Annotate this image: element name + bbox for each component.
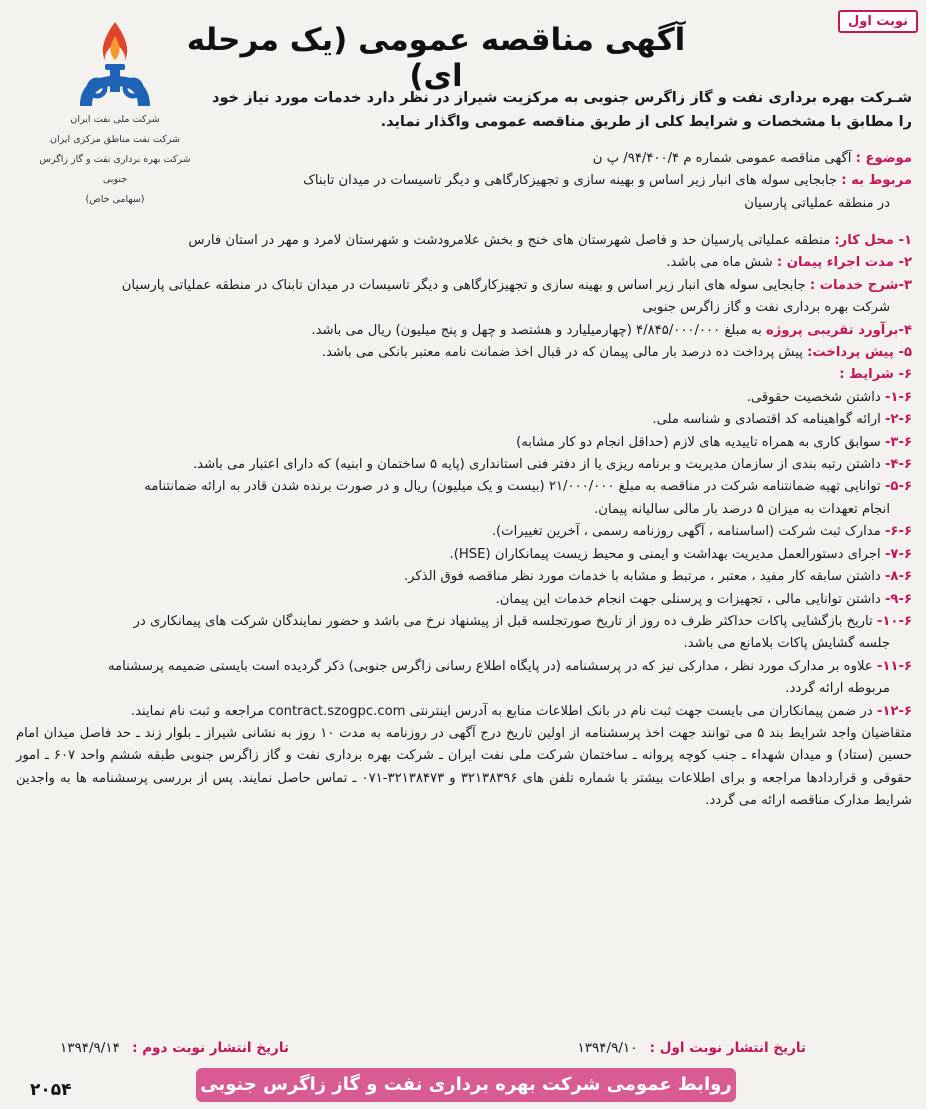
condition-row — [16, 387, 912, 409]
condition-text: علاوه بر مدارک مورد نظر ، مدارکی نیز که در پرسشنامه (در پایگاه اطلاع رسانی زاگرس جنوبی) ذکر گردیده است بایستی ضمیمه پرسشنامه — [107, 658, 873, 674]
intro-paragraph: شـرکت بهره برداری نفت و گاز زاگرس جنوبی به مرکزیت شیراز در نظر دارد خدمات مورد نیاز خود را مطابق با مشخصات و شرایط کلی از طریق مناقصه عمومی واگذار نماید. — [212, 90, 912, 130]
condition-number: ۸-۶- — [884, 569, 912, 585]
condition-number: ۹-۶- — [884, 591, 912, 607]
item-label: ۴-برآورد تقریبی پروژه — [765, 322, 912, 338]
item-text: منطقه عملیاتی پارسیان حد و فاصل شهرستان های خنج و بخش علامرودشت و شهرستان لامرد و مهر در استان فارس — [188, 233, 831, 248]
condition-number: ۴-۶- — [884, 457, 912, 473]
related-row-cont: در منطقه عملیاتی پارسیان — [744, 195, 890, 211]
item-row — [16, 320, 912, 342]
item-label: ۶- شرایط : — [839, 367, 912, 383]
subject-text: آگهی مناقصه عمومی شماره م ۹۴/۴۰۰/۴/ پ ن — [592, 151, 852, 166]
condition-number: ۱-۶- — [884, 389, 912, 405]
related-label: مربوط به : — [841, 173, 912, 189]
condition-row — [16, 409, 912, 431]
item-row — [16, 252, 912, 274]
second-date-value: ۱۳۹۴/۹/۱۴ — [60, 1040, 120, 1056]
condition-text: توانایی تهیه ضمانتنامه شرکت در مناقصه به مبلغ ۲۱/۰۰۰/۰۰۰ (بیست و یک میلیون) ریال و در صورت برنده شدن قادر به ارائه ضمانتنامه — [144, 479, 881, 495]
second-publication-date — [60, 1040, 289, 1056]
notice-body — [16, 230, 912, 813]
condition-row-cont: متقاضیان واجد شرایط بند ۵ می توانند جهت اخذ پرسشنامه از اولین تاریخ درج آگهی در روزنامه به مدت ۱۰ روز به نشانی شیراز ـ بلوار زند ـ حد فاصل میدان امام حسین (ستاد) و میدان شهداء ـ جنب کوچه پروانه ـ ساختمان شرکت ملی نفت ایران ـ شرکت بهره برداری نفت و گاز زاگرس جنوبی طبقه ششم واحد ۶۰۷ ـ امور حقوقی و قراردادها مراجعه و برای اطلاعات بیشتر با شماره تلفن های ۳۲۱۳۸۳۹۶ و ۳۲۱۳۸۴۷۳-۰۷۱ ـ تماس حاصل نمایند. پس از بررسی پرسشنامه ها به واجدین شرایط مدارک مناقصه ارائه می گردد. — [16, 725, 912, 809]
publication-round-badge: نوبت اول — [838, 10, 918, 33]
page-number: ۲۰۵۴ — [30, 1080, 72, 1100]
condition-row — [16, 611, 912, 633]
condition-row — [16, 544, 912, 566]
condition-row — [16, 454, 912, 476]
condition-row — [16, 432, 912, 454]
condition-number: ۱۲-۶- — [876, 703, 912, 719]
item-text: به مبلغ ۴/۸۴۵/۰۰۰/۰۰۰ (چهارمیلیارد و هشتصد و چهل و پنج میلیون) ریال می باشد. — [311, 322, 762, 338]
condition-text: داشتن شخصیت حقوقی. — [746, 389, 881, 405]
related-row — [212, 170, 912, 192]
item-row — [16, 275, 912, 297]
nioc-logo-icon — [72, 18, 158, 110]
notice-header-fields — [212, 148, 912, 215]
condition-text: داشتن سابقه کار مفید ، معتبر ، مرتبط و مشابه با خدمات مورد نظر مناقصه فوق الذکر. — [403, 569, 881, 585]
item-label: ۵- پیش پرداخت: — [807, 345, 912, 361]
public-relations-footer: روابط عمومی شرکت بهره برداری نفت و گاز زاگرس جنوبی — [196, 1068, 736, 1102]
condition-row-cont: مربوطه ارائه گردد. — [785, 681, 890, 697]
condition-number: ۳-۶- — [884, 434, 912, 450]
item-text: پیش پرداخت ده درصد بار مالی پیمان که در قبال اخذ ضمانت نامه معتبر بانکی می باشد. — [321, 345, 803, 361]
first-publication-date — [578, 1040, 806, 1056]
condition-row-cont: جلسه گشایش پاکات بلامانع می باشد. — [683, 636, 890, 652]
condition-row — [16, 566, 912, 588]
item-text: شش ماه می باشد. — [666, 255, 773, 271]
item-row — [16, 342, 912, 364]
first-date-value: ۱۳۹۴/۹/۱۰ — [577, 1040, 638, 1056]
second-date-label: تاریخ انتشار نوبت دوم : — [132, 1040, 289, 1056]
condition-text: اجرای دستورالعمل مدیریت بهداشت و ایمنی و محیط زیست پیمانکاران (HSE). — [449, 546, 881, 562]
item-label: ۲- مدت اجراء پیمان : — [776, 255, 912, 271]
condition-text: داشتن توانایی مالی ، تجهیزات و پرسنلی جهت انجام خدمات این پیمان. — [495, 591, 881, 607]
condition-text: داشتن رتبه بندی از سازمان مدیریت و برنامه ریزی یا از دفتر فنی استانداری (پایه ۵ ساختمان و ابنیه) که دارای اعتبار می باشد. — [192, 457, 881, 473]
item-row — [16, 230, 912, 252]
logo-line-3: شرکت بهره برداری نفت و گاز زاگرس جنوبی — [39, 154, 191, 185]
subject-label: موضوع : — [855, 151, 912, 166]
company-logo-block — [30, 18, 200, 210]
condition-text: در ضمن پیمانکاران می بایست جهت ثبت نام در بانک اطلاعات منابع به آدرس اینترنتی contract.szogpc.com مراجعه و ثبت نام نمایند. — [130, 703, 873, 719]
condition-row — [16, 656, 912, 678]
condition-number: ۶-۶- — [884, 524, 912, 540]
logo-line-2: شرکت نفت مناطق مرکزی ایران — [50, 134, 180, 145]
notice-title: آگهی مناقصه عمومی (یک مرحله ای) — [186, 22, 686, 94]
logo-line-4: (سهامی خاص) — [85, 194, 145, 205]
condition-text: مدارک ثبت شرکت (اساسنامه ، آگهی روزنامه رسمی ، آخرین تغییرات). — [491, 524, 881, 540]
condition-row — [16, 476, 912, 498]
logo-line-1: شرکت ملی نفت ایران — [70, 114, 160, 125]
condition-row — [16, 589, 912, 611]
condition-number: ۷-۶- — [884, 546, 912, 562]
condition-row-cont: انجام تعهدات به میزان ۵ درصد بار مالی سالیانه پیمان. — [594, 501, 890, 517]
subject-row — [212, 148, 912, 170]
condition-text: ارائه گواهینامه کد اقتصادی و شناسه ملی. — [652, 412, 881, 428]
publication-dates — [60, 1040, 806, 1056]
item-row-cont: شرکت بهره برداری نفت و گاز زاگرس جنوبی — [642, 300, 890, 316]
condition-number: ۵-۶- — [884, 479, 912, 495]
first-date-label: تاریخ انتشار نوبت اول : — [649, 1040, 806, 1056]
condition-row — [16, 521, 912, 543]
item-label: ۱- محل کار: — [834, 233, 912, 248]
item-label: ۳-شرح خدمات : — [809, 277, 912, 293]
item-text: جابجایی سوله های انبار زیر اساس و بهینه سازی و تجهیزکارگاهی و دیگر تاسیسات در میدان تابناک در منطقه عملیاتی پارسیان — [121, 277, 806, 293]
condition-text: تاریخ بازگشایی پاکات حداکثر ظرف ده روز از تاریخ صورتجلسه قبل از پیشنهاد نرخ می باشد و حضور نمایندگان شرکت های پیمانکاری در — [133, 613, 873, 629]
condition-row — [16, 701, 912, 723]
item-row — [16, 364, 912, 386]
condition-text: سوابق کاری به همراه تاییدیه های لازم (حداقل انجام دو کار مشابه) — [516, 434, 881, 450]
condition-number: ۱۰-۶- — [876, 613, 912, 629]
condition-number: ۲-۶- — [884, 412, 912, 428]
condition-number: ۱۱-۶- — [876, 658, 912, 674]
related-text: جابجایی سوله های انبار زیر اساس و بهینه سازی و تجهیزکارگاهی و دیگر تاسیسات در میدان تابناک — [303, 173, 838, 189]
